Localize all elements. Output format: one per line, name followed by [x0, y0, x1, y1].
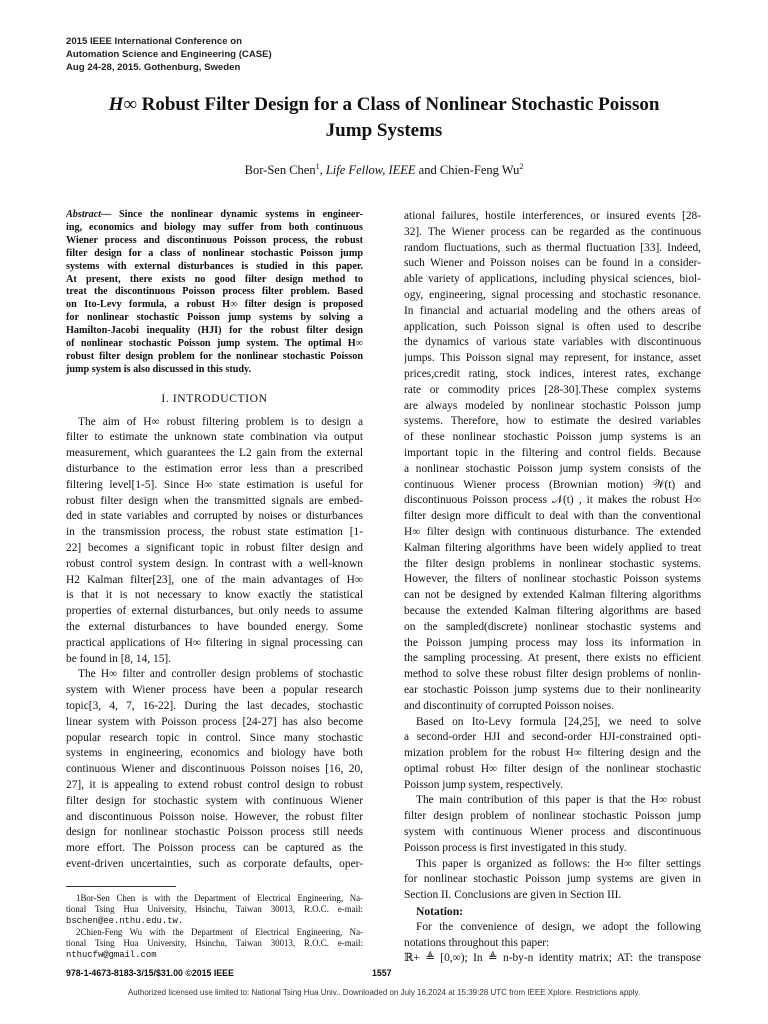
body-line: linear system with Poisson process [24-27] has also become: [66, 715, 363, 728]
body-line: The main contribution of this paper is that the H∞ robust: [416, 794, 701, 807]
body-line: 27], it is appealing to extend robust control design to robust: [66, 778, 363, 791]
body-line: ear stochastic Poisson jump systems due to their nonlinearity: [404, 683, 701, 696]
body-line: and discontinuity of corrupted Poisson noises.: [404, 699, 615, 712]
body-line: the sampling processing. At present, there exists no efficient: [404, 652, 701, 665]
author-2-mark: 2: [519, 162, 524, 171]
abstract-line: treat the discontinuous Poisson process filter problem. Based: [66, 286, 363, 298]
abstract-line: systems with external disturbances is studied in this paper.: [66, 260, 363, 272]
body-line: are always modeled by nonlinear stochastic Poisson jump: [404, 399, 701, 412]
footnote-rule: [66, 886, 176, 887]
body-line: event-driven uncertainties, such as corporate defaults, oper-: [66, 857, 363, 870]
body-line: application, such Poisson signal is often used to describe: [404, 320, 701, 333]
body-line: disturbance to the estimation error less than a prescribed: [66, 462, 363, 475]
isbn-copyright: 978-1-4673-8183-3/15/$31.00 ©2015 IEEE: [66, 968, 234, 978]
conference-line: Aug 24-28, 2015. Gothenburg, Sweden: [66, 62, 241, 73]
body-line: able variety of applications, including physical sciences, biol-: [404, 273, 701, 286]
body-line: continuous Wiener process (Brownian motion) 𝒲(t) and: [404, 478, 701, 491]
abstract-line: ing, economics and biology may suffer from both continuous: [66, 221, 363, 233]
body-line: For the convenience of design, we adopt the following: [416, 920, 701, 933]
abstract-line: jump system is also discussed in this study.: [66, 363, 252, 375]
body-line: filter design more difficult to deal with than the conventional: [404, 510, 701, 523]
author-1: Bor-Sen Chen: [244, 163, 316, 178]
left-column: [66, 209, 363, 961]
body-line: ded in state variables and corrupted by noises or disturbances: [66, 510, 363, 523]
intro-paragraph-2: [66, 667, 363, 872]
body-line: and discontinuous Poisson noise. However, the robust filter: [66, 810, 363, 823]
author-1-mark: 1: [315, 162, 320, 171]
body-line: The aim of H∞ robust filtering problem is to design a: [78, 415, 363, 428]
body-line: of these nonlinear stochastic Poisson jump systems is an: [404, 431, 701, 444]
footnote-line: tional Tsing Hua University, Hsinchu, Taiwan 30013, R.O.C. e-mail:: [66, 938, 363, 949]
body-line: H2 Kalman filter[23], one of the main advantages of H∞: [66, 573, 363, 586]
author-2: Chien-Feng Wu: [439, 163, 520, 178]
body-line: filter design problem of nonlinear stochastic Poisson jump: [404, 810, 701, 823]
abstract-line: of nonlinear stochastic Poisson jump system. The optimal H∞: [66, 338, 363, 350]
abstract-line: filter design for a class of nonlinear stochastic Poisson jump: [66, 247, 363, 259]
body-line: notations throughout this paper:: [404, 936, 550, 949]
body-line: systems in engineering, economics and biology have both: [66, 747, 363, 760]
body-line: robust filter design when the transmitted signals are embed-: [66, 494, 363, 507]
body-line: method to solve these robust filter design problems of nonlin-: [404, 668, 701, 681]
body-line: the filter design problems in nonlinear stochastic systems.: [404, 557, 701, 570]
title-line-2: Jump Systems: [325, 120, 443, 141]
body-line: discontinuous Poisson process 𝒩(t) , it makes the robust H∞: [404, 494, 701, 507]
body-line: Poisson jump system, respectively.: [404, 778, 564, 791]
body-line: design for nonlinear stochastic Poisson process still needs: [66, 826, 363, 839]
author-and: and: [415, 163, 440, 178]
body-line: because the extended Kalman filtering algorithms are based: [404, 604, 701, 617]
right-paragraph-3: [404, 793, 701, 856]
section-heading-introduction: I. INTRODUCTION: [161, 391, 268, 405]
footnote-email-1[interactable]: bschen@ee.nthu.edu.tw.: [66, 915, 184, 926]
body-line: systems. Therefore, how to estimate the desired variables: [404, 415, 701, 428]
title-symbol: H∞: [108, 94, 137, 115]
right-paragraph-2: [404, 715, 701, 794]
abstract-lead: Abstract—: [66, 209, 112, 220]
body-line: can not be designed by extended Kalman filtering algorithms: [404, 589, 701, 602]
body-line: In financial and actuarial modeling and the others areas of: [404, 304, 701, 317]
abstract-line: Wiener process and discontinuous Poisson process, the robust: [66, 234, 363, 246]
footnote-line: tional Tsing Hua University, Hsinchu, Taiwan 30013, R.O.C. e-mail:: [66, 904, 363, 915]
author-line: [66, 162, 702, 178]
body-line: for nonlinear stochastic Poisson jump systems are given in: [404, 873, 701, 886]
body-line: ℝ+ ≜ [0,∞); In ≜ n-by-n identity matrix; AT: the transpose: [404, 952, 701, 965]
conference-line: 2015 IEEE International Conference on: [66, 36, 242, 47]
abstract: [66, 209, 363, 377]
body-line: The H∞ filter and controller design problems of stochastic: [78, 668, 363, 681]
body-line: system with Wiener process have been a popular research: [66, 684, 363, 697]
body-line: continuous Wiener and discontinuous Poisson noises [16, 20,: [66, 763, 363, 776]
footnote-line: 2Chien-Feng Wu with the Department of Electrical Engineering, Na-: [76, 926, 363, 937]
body-line: filter design for stochastic system with continuous Wiener: [66, 794, 363, 807]
body-line: However, the filters of nonlinear stochastic Poisson systems: [404, 573, 701, 586]
abstract-line: robust filter design problem for the nonlinear stochastic Poisson: [66, 350, 363, 362]
body-line: is that it is not necessary to know exactly the statistical: [66, 589, 363, 602]
body-line: properties of external disturbances, but only needs to assume: [66, 605, 363, 618]
body-line: Based on Ito-Levy formula [24,25], we need to solve: [416, 715, 701, 728]
intro-paragraph-1: [66, 415, 363, 668]
author-1-affiliation: Life Fellow, IEEE: [325, 163, 416, 178]
body-line: H∞ filter design with continuous disturbance. The extended: [404, 525, 701, 538]
body-line: jumps. This Poisson signal may represent, for instance, asset: [404, 352, 701, 365]
right-paragraph-4: [404, 857, 701, 904]
body-line: a nonlinear stochastic Poisson jump system consists of the: [404, 462, 701, 475]
body-line: optimal robust H∞ filter design of the nonlinear stochastic: [404, 762, 701, 775]
body-line: a second-order HJI and second-order HJI-constrained opti-: [404, 731, 701, 744]
notation-heading: Notation:: [416, 905, 464, 919]
body-line: robust control system design. In contrast with a well-known: [66, 557, 363, 570]
body-line: filter to estimate the unknown state combination via output: [66, 431, 363, 444]
body-line: This paper is organized as follows: the H∞ filter settings: [416, 857, 701, 870]
right-paragraph-1: [404, 209, 701, 715]
body-line: the dynamics of various state variables with discontinuous: [404, 336, 701, 349]
body-line: such Wiener and Poisson noises can be found in a consider-: [404, 257, 701, 270]
license-notice: Authorized licensed use limited to: National Tsing Hua Univ.. Downloaded on July 16,2024 at 15:39:28 UTC from IEEE Xplore. Restrictions apply.: [127, 988, 641, 997]
body-line: Kalman filtering algorithms have been widely applied to treat: [404, 541, 701, 554]
body-line: popular research topic in control. Since many stochastic: [66, 731, 363, 744]
body-line: rate or commodity prices [28-30].These complex systems: [404, 383, 701, 396]
body-line: in the transmission process, the robust state estimation [1-: [66, 526, 363, 539]
body-line: mization problem for the robust H∞ filtering design and the: [404, 747, 701, 760]
abstract-line: Hamilton-Jacobi inequality (HJI) for the robust filter design: [66, 325, 363, 337]
abstract-line: [66, 209, 363, 222]
footnote-email-2[interactable]: nthucfw@gmail.com: [66, 949, 157, 960]
body-line: system with continuous Wiener process and discontinuous: [404, 826, 701, 839]
body-line: be found in [8, 14, 15].: [66, 652, 172, 665]
body-line: Poisson process is first investigated in this study.: [404, 841, 627, 854]
right-column: [404, 209, 701, 967]
body-line: topic[3, 4, 7, 16-22]. During the last decades, stochastic: [66, 699, 363, 712]
conference-line: Automation Science and Engineering (CASE): [66, 49, 272, 60]
body-line: more effort. The Poisson process can be captured as the: [66, 842, 363, 855]
title-line-1: Robust Filter Design for a Class of Nonlinear Stochastic Poisson: [136, 94, 660, 115]
abstract-line: At present, there exists no good filter design method to: [66, 273, 363, 285]
body-line: ogy, engineering, signal processing and stochastic resonance.: [404, 288, 701, 301]
body-line: measurement, which guarantees the L2 gain from the external: [66, 447, 363, 460]
conference-header: [66, 35, 396, 74]
right-paragraph-5: [404, 920, 701, 967]
footnote-line: 1Bor-Sen Chen is with the Department of Electrical Engineering, Na-: [76, 892, 363, 903]
body-line: practical applications of H∞ filtering in signal processing can: [66, 636, 363, 649]
abstract-line: for nonlinear stochastic Poisson jump systems by solving a: [66, 312, 363, 324]
body-line: the Poisson jumping process may loss its information in: [404, 636, 701, 649]
footnotes: [66, 893, 363, 961]
page-number: 1557: [372, 968, 392, 978]
body-line: 32]. The Wiener process can be regarded as the continuous: [404, 225, 701, 238]
abstract-line: on Ito-Levy formula, a robust H∞ filter design is proposed: [66, 299, 363, 311]
body-line: important topic in the filtering and control fields. Because: [404, 446, 701, 459]
author-sep: ,: [319, 163, 326, 178]
body-line: the external disturbances to have bounded energy. Some: [66, 620, 363, 633]
body-line: filtering level[1-5]. Since H∞ state estimation is useful for: [66, 478, 363, 491]
paper-title: [66, 92, 702, 144]
abstract-text: Since the nonlinear dynamic systems in engineer-: [111, 209, 363, 220]
body-line: prices,credit rating, stock indices, interest rates, exchange: [404, 367, 701, 380]
body-line: Section II. Conclusions are given in Section III.: [404, 889, 622, 902]
body-line: 22] becomes a significant topic in robust filter design and: [66, 541, 363, 554]
body-line: random fluctuations, such as thermal fluctuation [33]. Indeed,: [404, 241, 701, 254]
body-line: on the sampled(discrete) nonlinear stochastic systems and: [404, 620, 701, 633]
body-line: ational failures, hostile interferences, or insured events [28-: [404, 210, 701, 222]
